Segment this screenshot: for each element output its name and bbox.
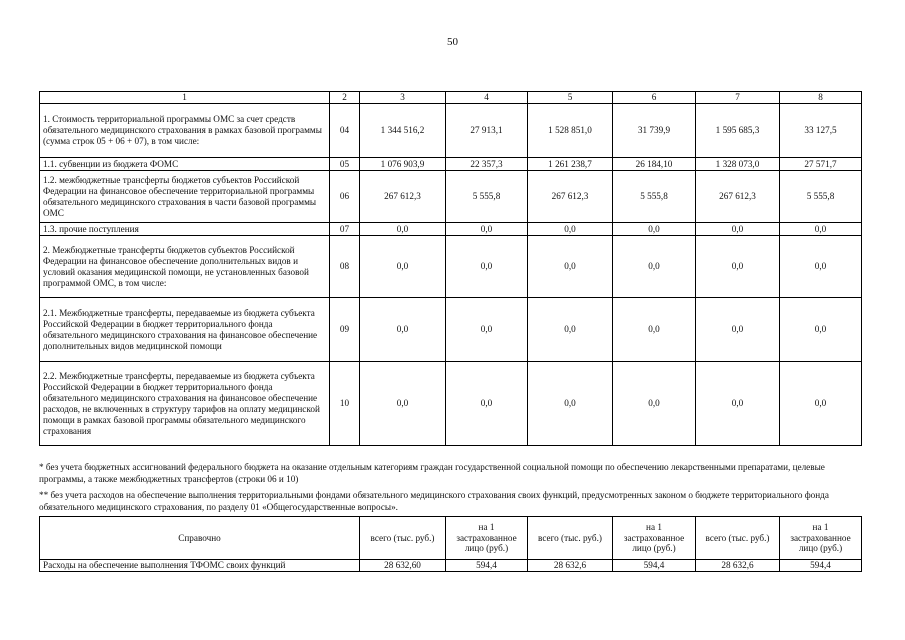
row-label: Расходы на обеспечение выполнения ТФОМС своих функций [40,560,360,572]
row-label: 1.2. межбюджетные трансферты бюджетов субъектов Российской Федерации на финансовое обеспечение территориальной программы обязательного медицинского страхования в части базовой программы ОМС [40,171,330,223]
cell-value: 5 555,8 [613,171,696,223]
cell-value: 267 612,3 [360,171,446,223]
cell-value: 0,0 [446,362,528,446]
cell-value: 22 357,3 [446,158,528,171]
cell-value: 0,0 [613,223,696,236]
cell-value: 0,0 [528,223,613,236]
cell-value: 0,0 [696,223,780,236]
row-label: 2. Межбюджетные трансферты бюджетов субъектов Российской Федерации на финансовое обеспечение дополнительных видов и условий оказания медицинской помощи, не установленных базовой программой ОМС, в том числе: [40,236,330,298]
cell-value: 0,0 [360,223,446,236]
cell-value: 5 555,8 [780,171,862,223]
budget-table [39,91,862,446]
reference-header-label: Справочно [40,517,360,560]
cell-value: 0,0 [780,298,862,362]
cell-value: 0,0 [446,236,528,298]
cell-value: 0,0 [780,223,862,236]
cell-value: 27 913,1 [446,104,528,158]
column-header: всего (тыс. руб.) [696,517,780,560]
cell-value: 594,4 [613,560,696,572]
column-header: 2 [330,92,360,104]
cell-value: 0,0 [360,362,446,446]
reference-table [39,516,862,572]
footnote-1: * без учета бюджетных ассигнований федерального бюджета на оказание отдельным категориям граждан государственной социальной помощи по обеспечению лекарственными препаратами, целевые программы, а также межбюджетных трансфертов (строки 06 и 10) [39,462,825,484]
cell-value: 1 344 516,2 [360,104,446,158]
row-label: 1.3. прочие поступления [40,223,330,236]
cell-value: 267 612,3 [696,171,780,223]
cell-value: 33 127,5 [780,104,862,158]
cell-value: 1 328 073,0 [696,158,780,171]
table-row [40,236,862,298]
table-row [40,298,862,362]
column-header: 1 [40,92,330,104]
table-header-row [40,92,862,104]
row-code: 09 [330,298,360,362]
column-header: на 1 застрахованное лицо (руб.) [446,517,528,560]
cell-value: 0,0 [613,298,696,362]
row-code: 07 [330,223,360,236]
column-header: всего (тыс. руб.) [528,517,613,560]
cell-value: 0,0 [696,362,780,446]
cell-value: 1 595 685,3 [696,104,780,158]
cell-value: 594,4 [446,560,528,572]
cell-value: 1 528 851,0 [528,104,613,158]
table-row [40,158,862,171]
cell-value: 0,0 [446,298,528,362]
column-header: 6 [613,92,696,104]
reference-header-row [40,517,862,560]
cell-value: 1 261 238,7 [528,158,613,171]
cell-value: 28 632,6 [696,560,780,572]
table-row [40,223,862,236]
cell-value: 0,0 [528,362,613,446]
column-header: на 1 застрахованное лицо (руб.) [780,517,862,560]
cell-value: 0,0 [780,236,862,298]
cell-value: 5 555,8 [446,171,528,223]
column-header: 8 [780,92,862,104]
column-header: всего (тыс. руб.) [360,517,446,560]
cell-value: 0,0 [446,223,528,236]
column-header: на 1 застрахованное лицо (руб.) [613,517,696,560]
cell-value: 28 632,60 [360,560,446,572]
page-number: 50 [447,36,458,48]
cell-value: 27 571,7 [780,158,862,171]
column-header: 7 [696,92,780,104]
table-row [40,104,862,158]
cell-value: 0,0 [613,362,696,446]
cell-value: 0,0 [528,236,613,298]
cell-value: 26 184,10 [613,158,696,171]
column-header: 3 [360,92,446,104]
cell-value: 0,0 [528,298,613,362]
cell-value: 0,0 [613,236,696,298]
cell-value: 0,0 [696,236,780,298]
row-label: 2.1. Межбюджетные трансферты, передаваемые из бюджета субъекта Российской Федерации в бюджет территориального фонда обязательного медицинского страхования на финансовое обеспечение дополнительных видов медицинской помощи [40,298,330,362]
cell-value: 28 632,6 [528,560,613,572]
row-code: 06 [330,171,360,223]
row-label: 2.2. Межбюджетные трансферты, передаваемые из бюджета субъекта Российской Федерации в бюджет территориального фонда обязательного медицинского страхования на финансовое обеспечение расходов, не включенных в структуру тарифов на оплату медицинской помощи в рамках базовой программы обязательного медицинского страхования [40,362,330,446]
column-header: 4 [446,92,528,104]
row-code: 04 [330,104,360,158]
cell-value: 1 076 903,9 [360,158,446,171]
table-row [40,171,862,223]
table-row [40,362,862,446]
cell-value: 31 739,9 [613,104,696,158]
column-header: 5 [528,92,613,104]
row-label: 1. Стоимость территориальной программы ОМС за счет средств обязательного медицинского страхования в рамках базовой программы (сумма строк 05 + 06 + 07), в том числе: [40,104,330,158]
row-code: 08 [330,236,360,298]
cell-value: 267 612,3 [528,171,613,223]
footnote-2: ** без учета расходов на обеспечение выполнения территориальными фондами обязательного медицинского страхования своих функций, предусмотренных законом о бюджете территориального фонда обязательного медицинского страхования, по разделу 01 «Общегосударственные вопросы». [39,490,829,512]
cell-value: 0,0 [360,298,446,362]
cell-value: 594,4 [780,560,862,572]
cell-value: 0,0 [360,236,446,298]
table-row [40,560,862,572]
row-code: 10 [330,362,360,446]
cell-value: 0,0 [696,298,780,362]
cell-value: 0,0 [780,362,862,446]
row-code: 05 [330,158,360,171]
row-label: 1.1. субвенции из бюджета ФОМС [40,158,330,171]
